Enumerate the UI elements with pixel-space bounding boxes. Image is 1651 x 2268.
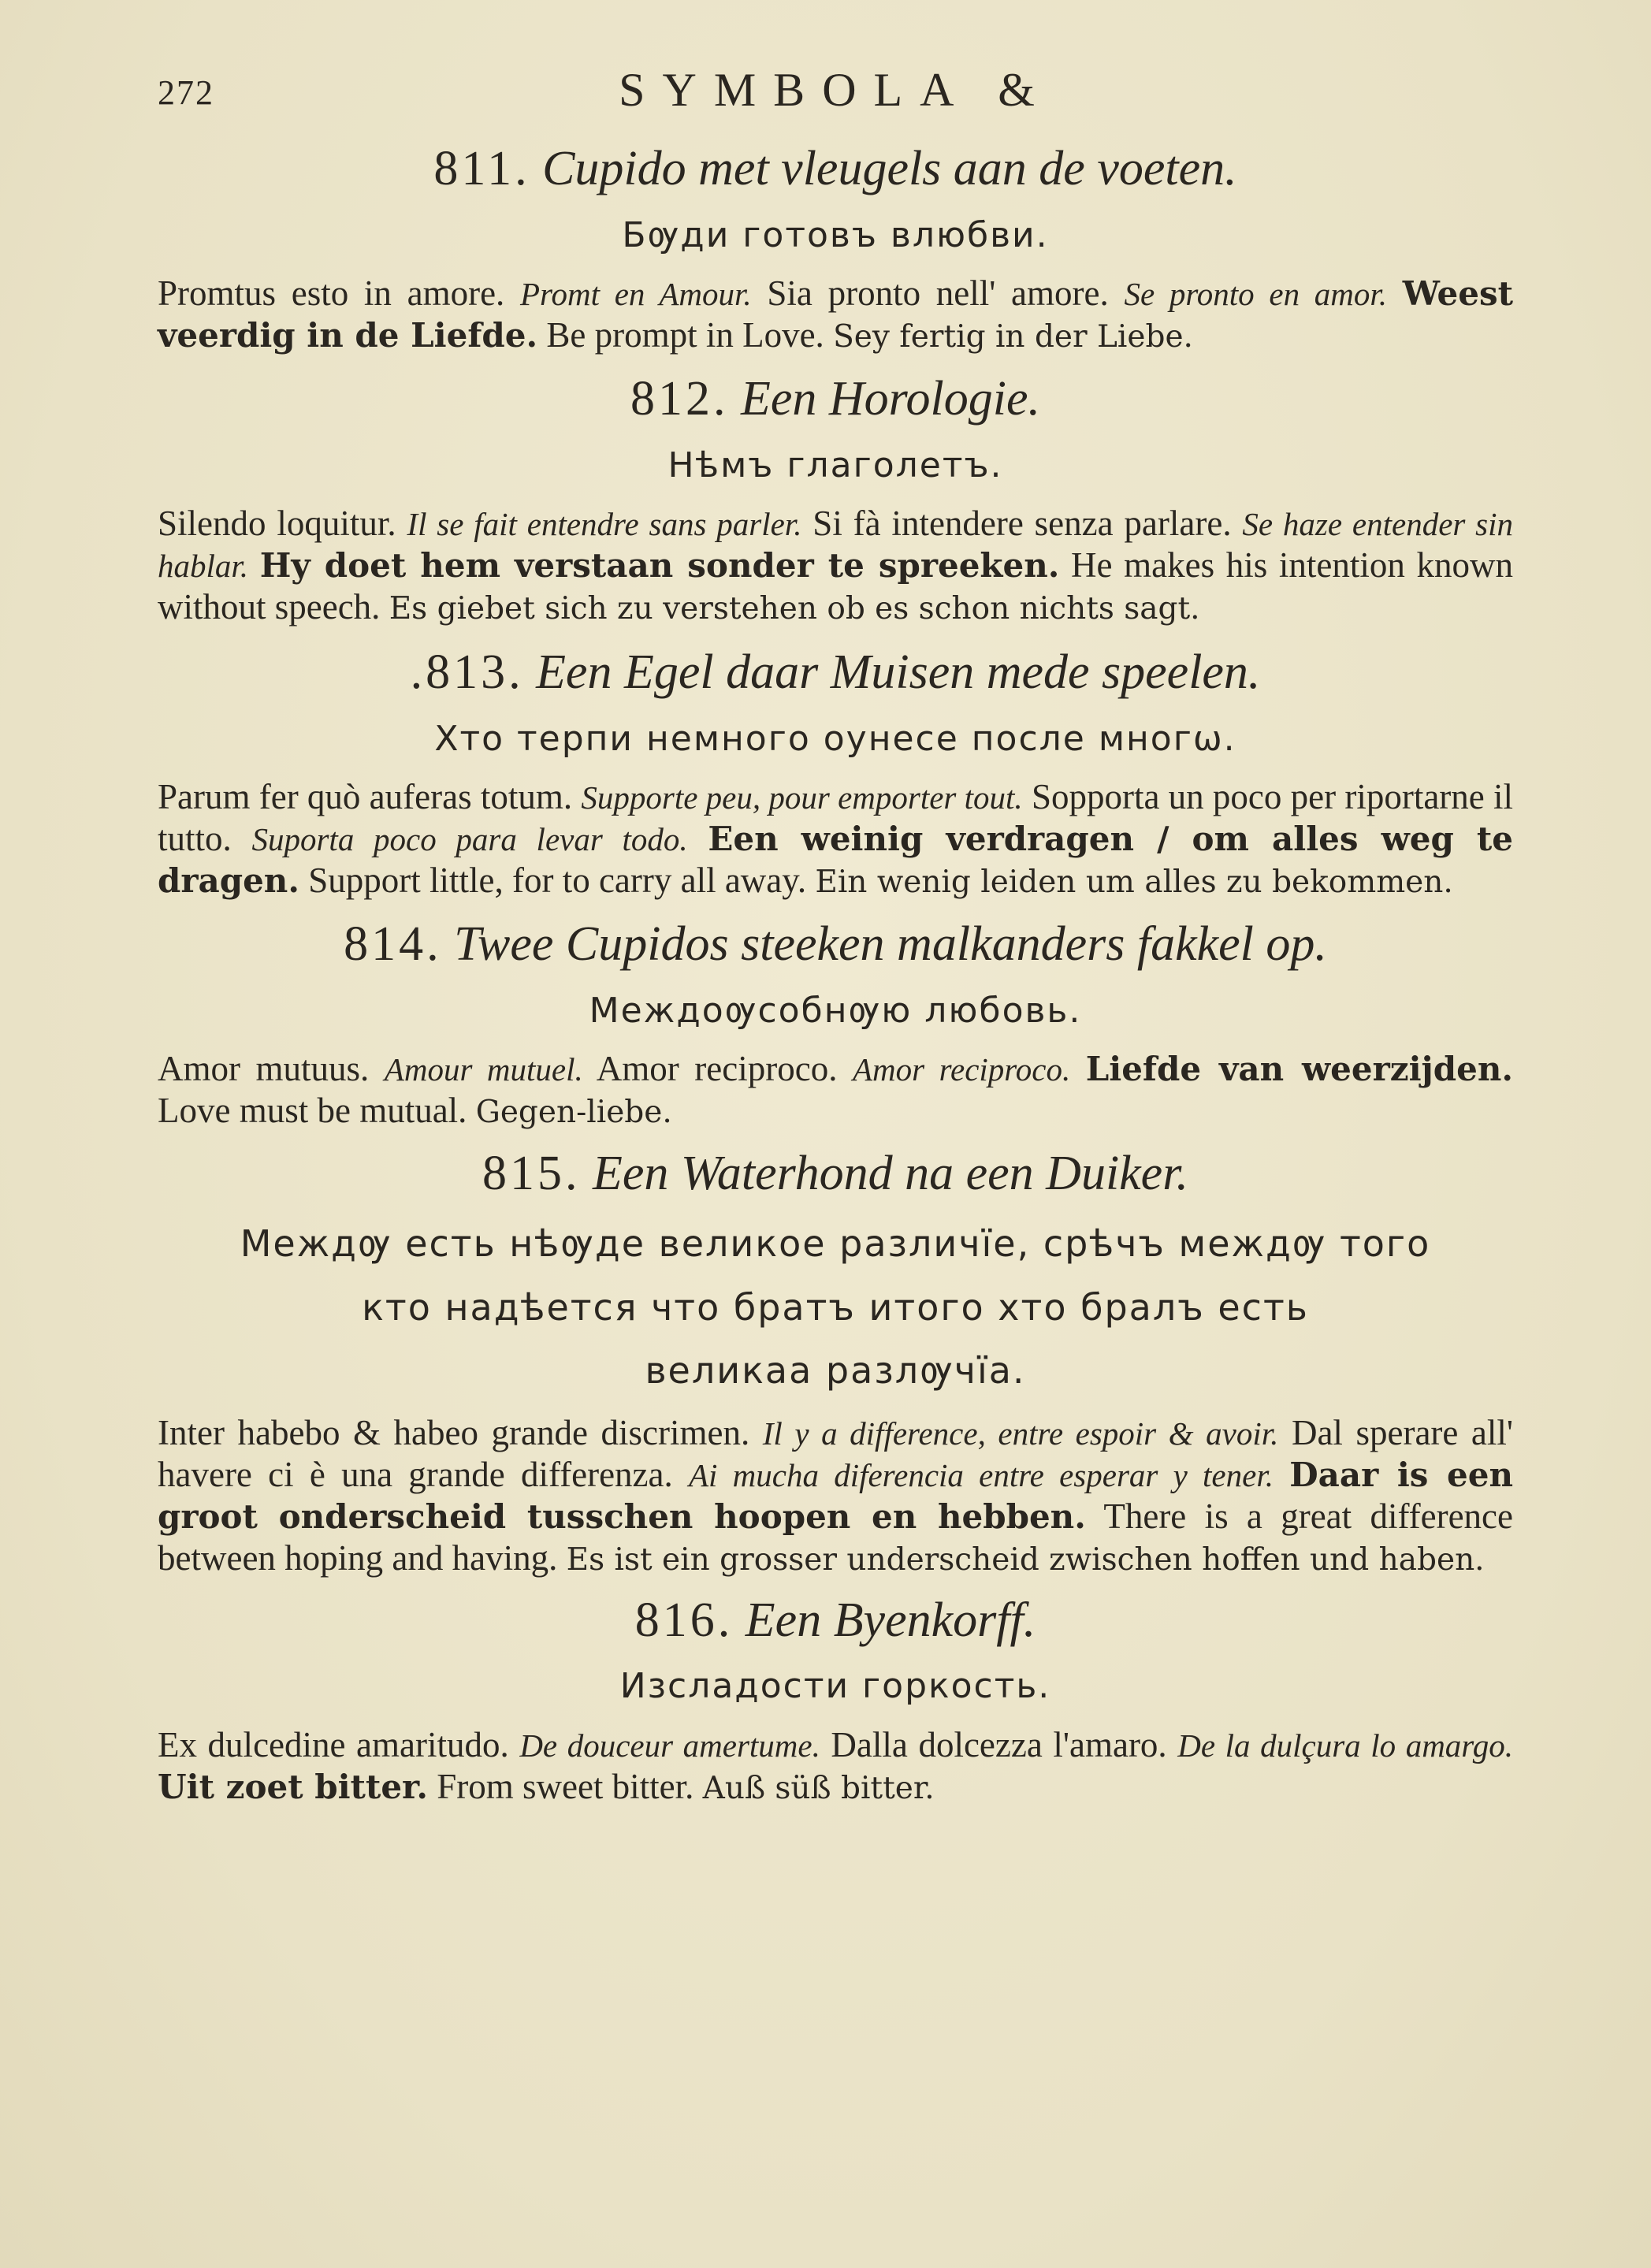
english-motto: He makes his intention known without speech. (158, 545, 1513, 627)
page-content (158, 55, 1513, 1808)
emblem-name: Cupido met vleugels aan de voeten. (542, 142, 1237, 195)
french-motto: Il y a difference, entre espoir & avoir. (762, 1415, 1279, 1452)
dutch-motto: Een weinig verdragen / om alles weg te dragen. (158, 820, 1514, 901)
emblem-name: Een Egel daar Muisen mede speelen. (536, 645, 1261, 700)
emblem-number: 814. (344, 917, 442, 972)
english-motto: Love must be mutual. (158, 1091, 467, 1131)
motto-paragraph (158, 273, 1513, 356)
slavonic-motto: Изсладости горкость. (619, 1666, 1051, 1707)
spanish-motto: Ai mucha diferencia entre esperar y tener. (688, 1456, 1274, 1493)
spanish-motto: Suporta poco para levar todo. (251, 821, 688, 858)
italian-motto: Dal sperare all' havere ci è una grande differenza. (158, 1412, 1514, 1494)
french-motto: Promt en Amour. (520, 275, 752, 312)
latin-motto: Amor mutuus. (158, 1049, 370, 1089)
emblem-title (158, 914, 1513, 976)
emblem-title (158, 369, 1513, 430)
page-header (158, 55, 1513, 134)
emblem-number: 811. (433, 142, 530, 195)
latin-motto: Silendo loquitur. (158, 503, 396, 543)
slavonic-line: Междѹ есть нѣѹде великое различїе, срѣчъ междѹ того (240, 1222, 1431, 1265)
slavonic-motto (158, 1212, 1513, 1403)
german-motto: Es ist ein grosser underscheid zwischen hoffen und haben. (566, 1541, 1485, 1578)
emblem-814 (158, 914, 1513, 1132)
emblem-title (158, 642, 1513, 704)
motto-paragraph (158, 1412, 1513, 1579)
slavonic-line: кто надѣется что братъ итого хто бралъ есть (362, 1285, 1309, 1329)
emblem-number: 812. (630, 372, 729, 426)
dutch-motto: Uit zoet bitter. (158, 1767, 428, 1806)
dutch-motto: Hy doet hem verstaan sonder te spreeken. (259, 546, 1060, 586)
emblem-name: Een Byenkorff. (745, 1593, 1036, 1647)
emblem-name: Een Waterhond na een Duiker. (593, 1146, 1188, 1200)
emblem-name: Twee Cupidos steeken malkanders fakkel op. (454, 917, 1327, 972)
spanish-motto: Se haze entender sin hablar. (158, 505, 1514, 585)
italian-motto: Si fà intendere senza parlare. (812, 503, 1232, 543)
emblem-815 (158, 1143, 1513, 1579)
english-motto: There is a great difference between hoping and having. (158, 1496, 1514, 1578)
dutch-motto: Daar is een groot onderscheid tusschen hoopen en hebben. (158, 1455, 1514, 1536)
italian-motto: Dalla dolcezza l'amaro. (831, 1724, 1167, 1764)
emblem-813 (158, 642, 1513, 902)
english-motto: Support little, for to carry all away. (308, 861, 807, 901)
dutch-motto: Liefde van weerzijden. (1085, 1050, 1513, 1089)
latin-motto: Inter habebo & habeo grande discrimen. (158, 1412, 750, 1452)
emblem-title (158, 139, 1513, 200)
german-motto: Sey fertig in der Liebe. (833, 318, 1193, 355)
spanish-motto: De la dulçura lo amargo. (1177, 1727, 1513, 1764)
motto-paragraph (158, 1048, 1513, 1132)
italian-motto: Sopporta un poco per riportarne il tutto. (158, 777, 1514, 859)
slavonic-motto: Междоѹсобнѹю любовь. (589, 990, 1082, 1031)
english-motto: From sweet bitter. (437, 1766, 694, 1806)
emblem-number: .813. (410, 645, 524, 700)
spanish-motto: Amor reciproco. (852, 1051, 1071, 1088)
emblem-816 (158, 1590, 1513, 1808)
german-motto: Ein wenig leiden um alles zu bekommen. (815, 864, 1453, 901)
emblem-title (158, 1143, 1513, 1205)
emblem-number: 816. (634, 1593, 734, 1647)
latin-motto: Ex dulcedine amaritudo. (158, 1724, 509, 1764)
latin-motto: Parum fer quò auferas totum. (158, 777, 573, 817)
latin-motto: Promtus esto in amore. (158, 273, 505, 313)
german-motto: Gegen-liebe. (475, 1095, 672, 1131)
french-motto: Supporte peu, pour emporter tout. (581, 779, 1023, 816)
slavonic-line: великаа разлѹчїа. (645, 1349, 1026, 1392)
french-motto: Il se fait entendre sans parler. (407, 505, 802, 542)
emblem-number: 815. (482, 1146, 581, 1200)
spanish-motto: Se pronto en amor. (1124, 275, 1388, 312)
slavonic-motto: Хто терпи немного оунесе после многω. (434, 718, 1236, 759)
french-motto: Amour mutuel. (384, 1051, 583, 1088)
slavonic-motto: Нѣмъ глаголетъ. (667, 444, 1003, 485)
emblem-title (158, 1590, 1513, 1652)
motto-paragraph (158, 776, 1513, 902)
motto-paragraph (158, 1724, 1513, 1808)
emblem-811 (158, 139, 1513, 356)
french-motto: De douceur amertume. (519, 1727, 820, 1764)
emblem-812 (158, 369, 1513, 628)
slavonic-motto: Бѹди готовъ влюбви. (622, 214, 1049, 255)
dutch-motto: Weest veerdig in de Liefde. (158, 273, 1513, 355)
emblem-name: Een Horologie. (741, 372, 1040, 426)
german-motto: Es giebet sich zu verstehen ob es schon nichts sagt. (389, 591, 1200, 627)
page-number: 272 (158, 73, 214, 112)
running-title: SYMBOLA & (619, 64, 1052, 116)
english-motto: Be prompt in Love. (546, 314, 824, 355)
german-motto: Auß süß bitter. (702, 1770, 935, 1806)
motto-paragraph (158, 503, 1513, 628)
italian-motto: Amor reciproco. (596, 1049, 838, 1089)
italian-motto: Sia pronto nell' amore. (767, 273, 1109, 313)
